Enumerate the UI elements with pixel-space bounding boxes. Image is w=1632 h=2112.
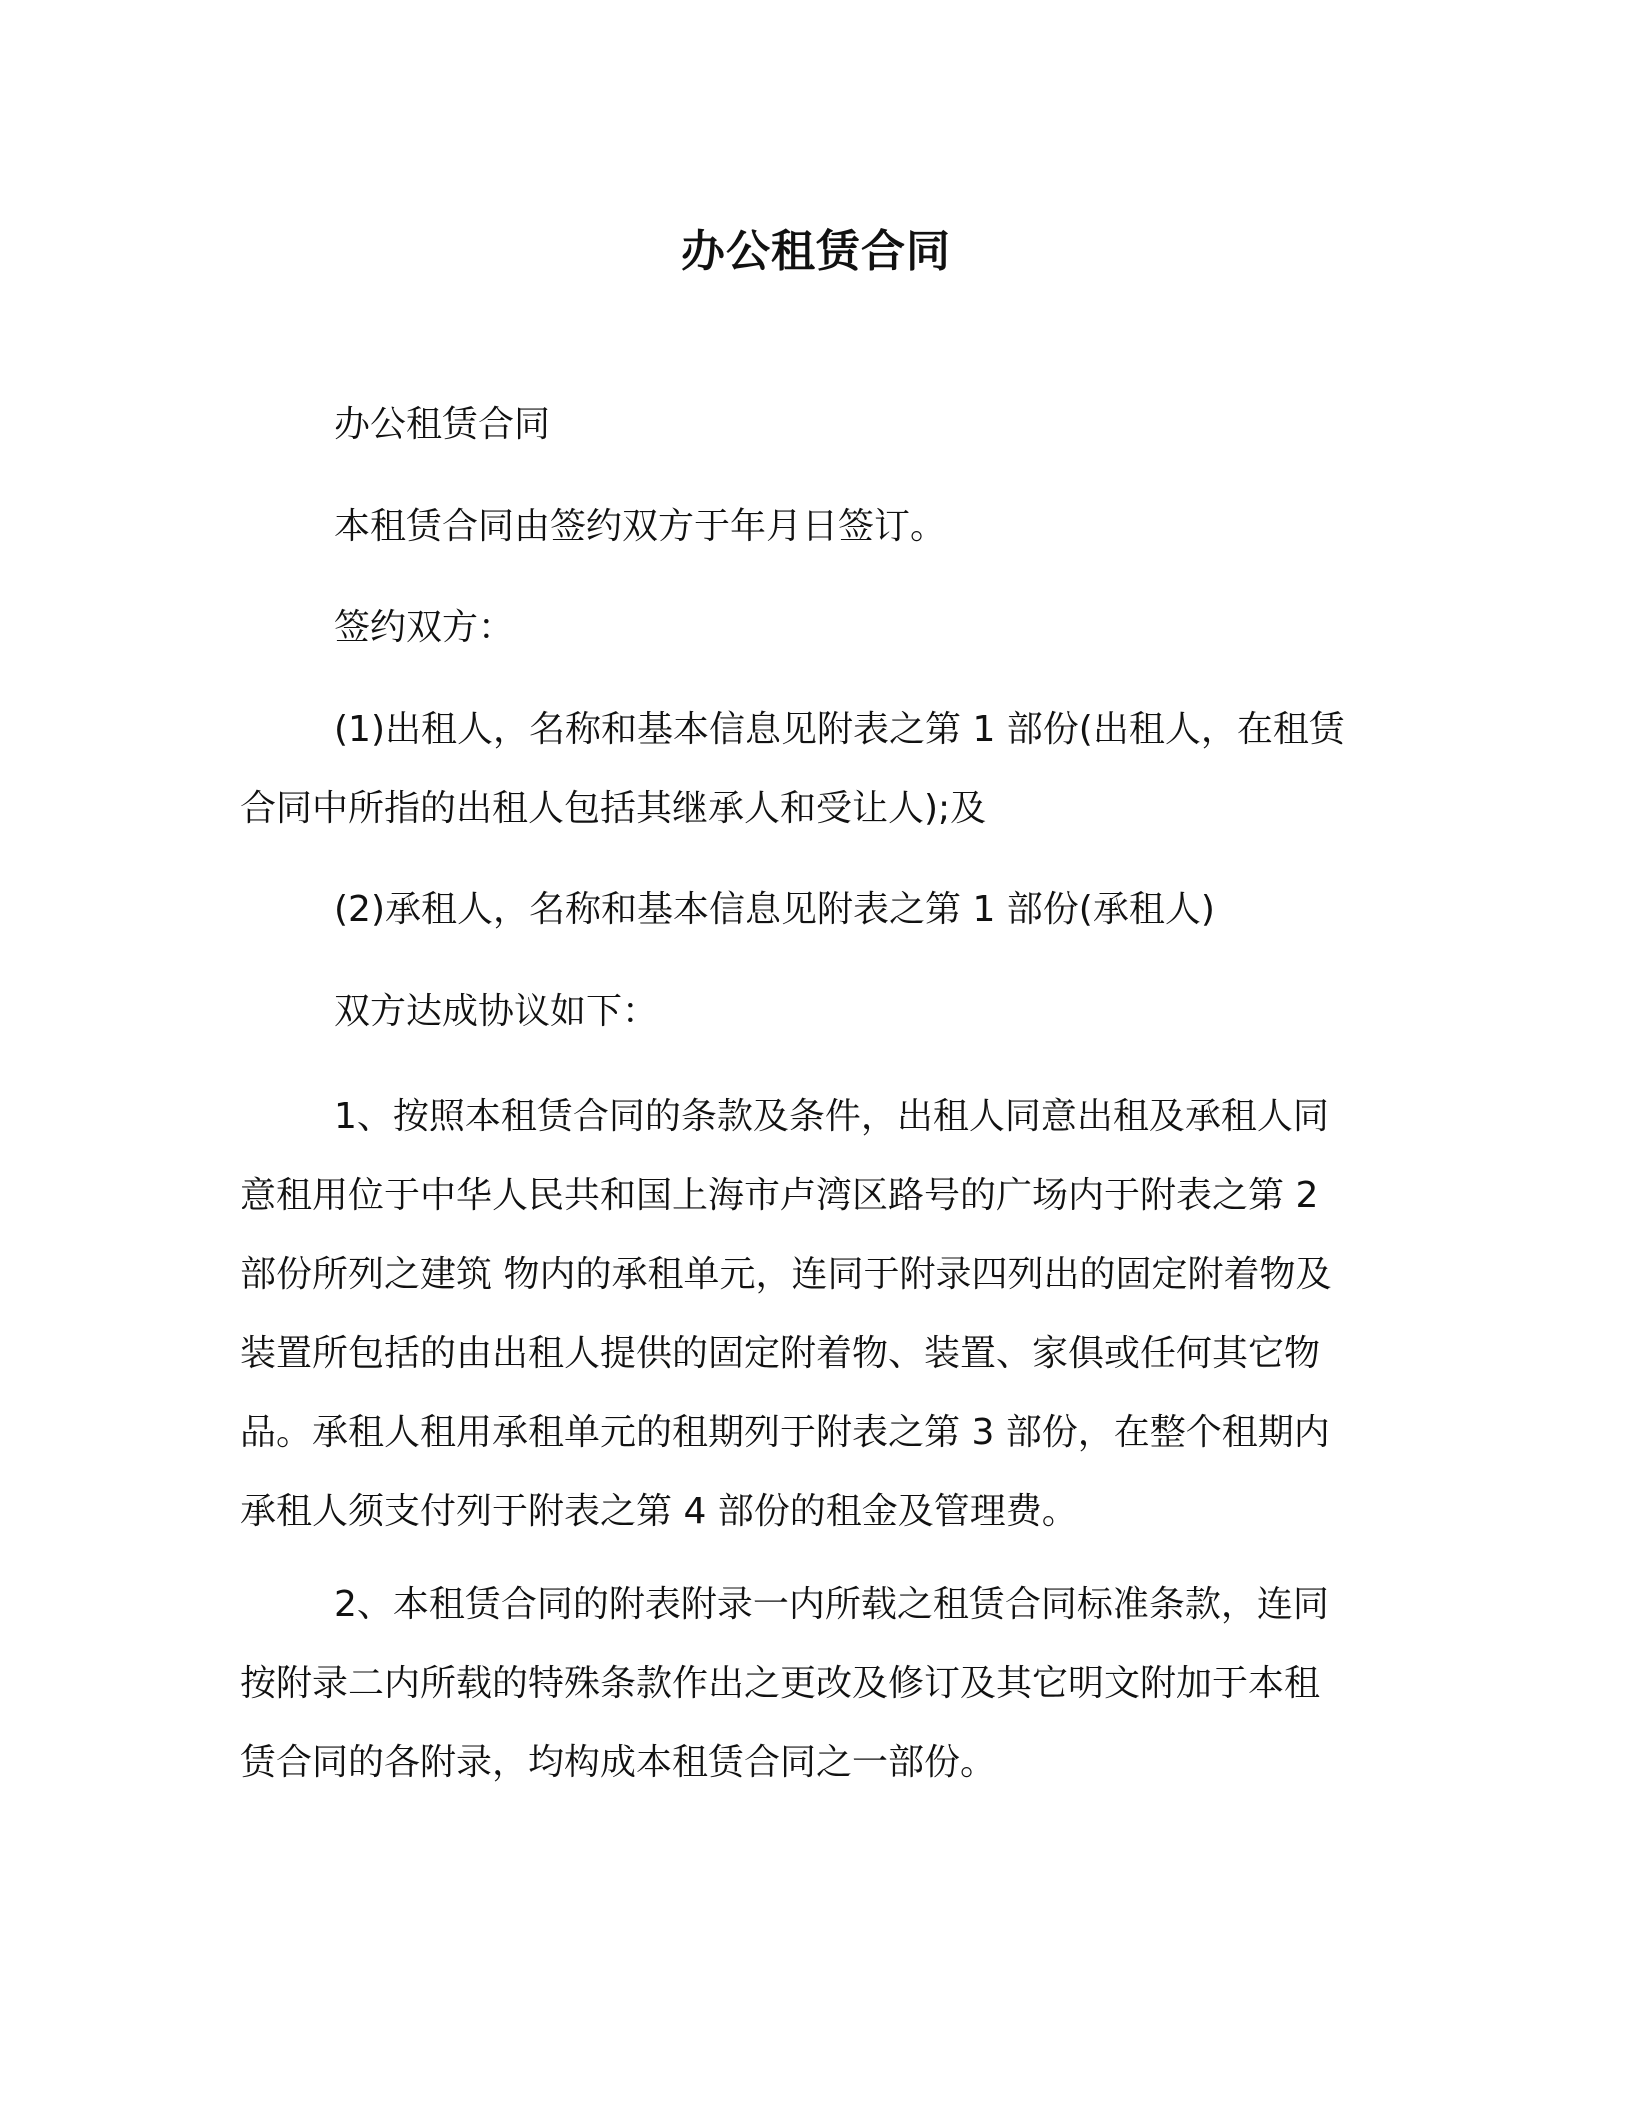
paragraph-line: 办公租赁合同 xyxy=(334,404,551,445)
paragraph-line: 本租赁合同由签约双方于年月日签订。 xyxy=(334,506,947,547)
paragraph-line: 按附录二内所载的特殊条款作出之更改及修订及其它明文附加于本租 xyxy=(240,1663,1321,1704)
paragraph-heading xyxy=(240,385,1360,464)
paragraph-parties-label xyxy=(240,588,1360,667)
paragraph-line: 签约双方： xyxy=(334,607,515,648)
paragraph-line: 品。承租人租用承租单元的租期列于附表之第 3 部份，在整个租期内 xyxy=(240,1412,1330,1453)
paragraph-clause-2 xyxy=(240,1565,1360,1802)
paragraph-lessee xyxy=(240,870,1360,949)
paragraph-line: 双方达成协议如下： xyxy=(334,991,659,1032)
paragraph-line: (2)承租人，名称和基本信息见附表之第 1 部份(承租人) xyxy=(334,889,1215,930)
paragraph-line: 合同中所指的出租人包括其继承人和受让人);及 xyxy=(240,788,987,829)
paragraph-line: 意租用位于中华人民共和国上海市卢湾区路号的广场内于附表之第 2 xyxy=(240,1175,1319,1216)
paragraph-lessor xyxy=(240,690,1360,848)
paragraph-line: 承租人须支付列于附表之第 4 部份的租金及管理费。 xyxy=(240,1491,1078,1532)
paragraph-clause-1 xyxy=(240,1077,1360,1551)
paragraph-line: 1、按照本租赁合同的条款及条件，出租人同意出租及承租人同 xyxy=(334,1096,1329,1137)
document-title: 办公租赁合同 xyxy=(681,226,951,277)
paragraph-line: 2、本租赁合同的附表附录一内所载之租赁合同标准条款，连同 xyxy=(334,1584,1329,1625)
paragraph-agreement-intro xyxy=(240,972,1360,1051)
paragraph-signing-date xyxy=(240,487,1360,566)
paragraph-line: (1)出租人，名称和基本信息见附表之第 1 部份(出租人，在租赁 xyxy=(334,709,1345,750)
paragraph-line: 装置所包括的由出租人提供的固定附着物、装置、家俱或任何其它物 xyxy=(240,1333,1321,1374)
paragraph-line: 部份所列之建筑 物内的承租单元，连同于附录四列出的固定附着物及 xyxy=(240,1254,1332,1295)
paragraph-line: 赁合同的各附录，均构成本租赁合同之一部份。 xyxy=(240,1742,997,1783)
